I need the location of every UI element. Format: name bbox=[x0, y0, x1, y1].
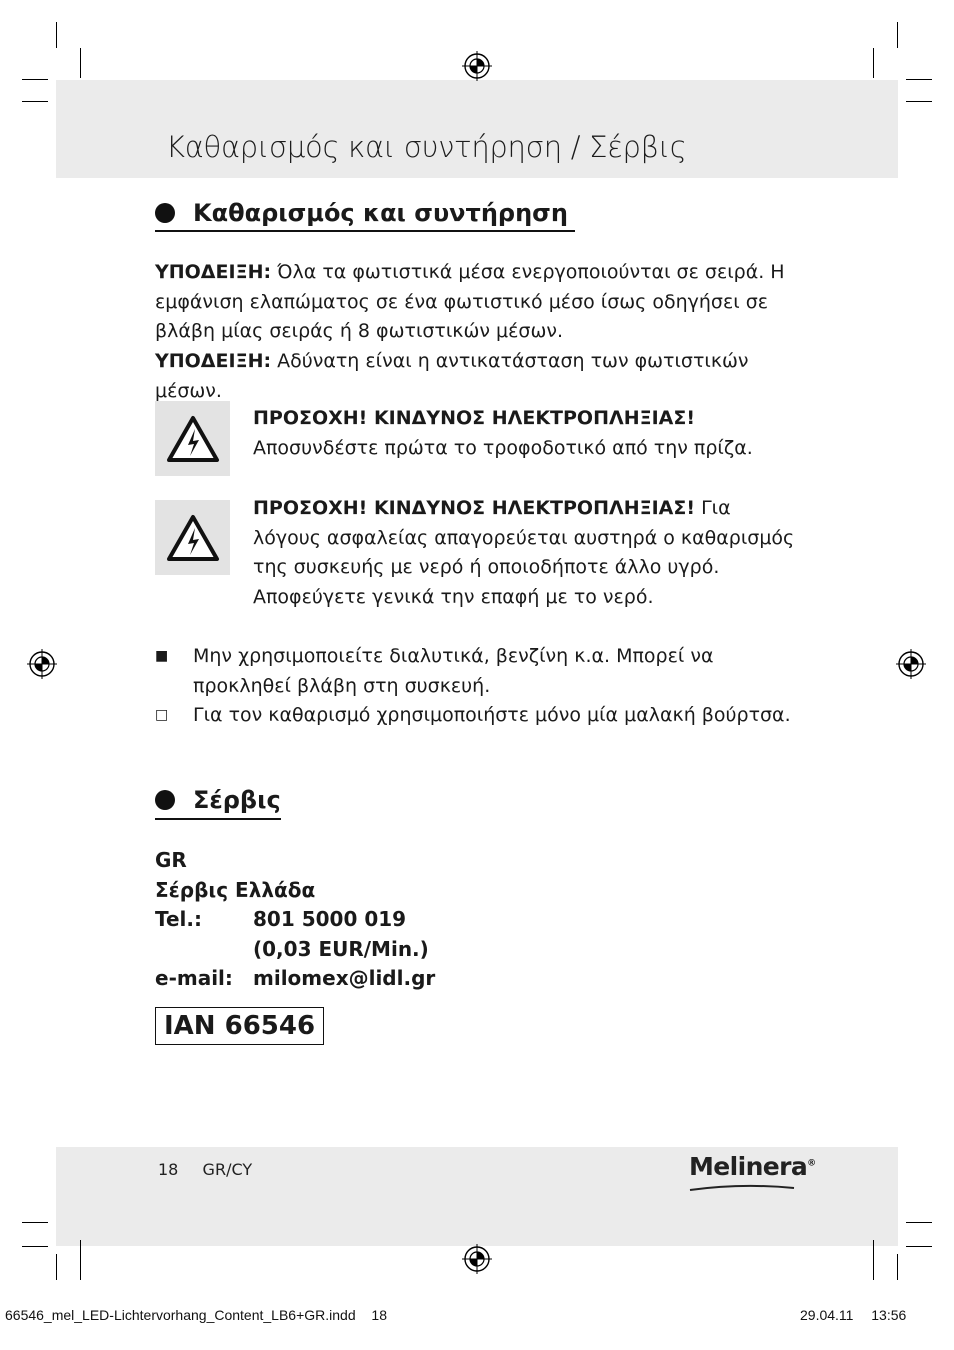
brand-logo bbox=[689, 1152, 816, 1181]
list-item bbox=[155, 642, 800, 701]
phone-label: Tel.: bbox=[155, 907, 203, 931]
warning-box bbox=[155, 401, 230, 476]
print-slug-date bbox=[800, 1307, 906, 1323]
note-label: ΥΠΟΔΕΙΞΗ: bbox=[155, 350, 272, 372]
warning-title: ΠΡΟΣΟΧΗ! ΚΙΝΔΥΝΟΣ ΗΛΕΚΤΡΟΠΛΗΞΙΑΣ! bbox=[253, 497, 696, 519]
registered-mark: ® bbox=[807, 1158, 816, 1169]
crop-mark bbox=[80, 48, 81, 78]
crop-mark bbox=[22, 101, 48, 102]
phone-row bbox=[155, 905, 435, 935]
phone-rate-row bbox=[155, 935, 435, 965]
phone-rate: (0,03 EUR/Min.) bbox=[253, 936, 429, 961]
crop-mark bbox=[906, 79, 932, 80]
crop-mark bbox=[906, 1222, 932, 1223]
page-number: 18 bbox=[158, 1160, 179, 1179]
electric-shock-warning-icon bbox=[166, 514, 220, 562]
note-label: ΥΠΟΔΕΙΞΗ: bbox=[155, 261, 272, 283]
note-text: Αδύνατη είναι η αντικατάσταση των φωτιστικών μέσων. bbox=[155, 350, 749, 402]
filled-square-bullet-icon: ■ bbox=[155, 648, 169, 664]
service-country: GR bbox=[155, 848, 187, 872]
crop-mark bbox=[80, 1240, 81, 1280]
page-title: Καθαρισμός και συντήρηση / Σέρβις bbox=[166, 130, 687, 164]
note-replacement bbox=[155, 347, 805, 406]
crop-mark bbox=[873, 1240, 874, 1280]
crop-mark bbox=[56, 22, 57, 48]
warning-text-1 bbox=[253, 404, 798, 463]
warning-text-2 bbox=[253, 494, 798, 612]
slug-filename: 66546_mel_LED-Lichtervorhang_Content_LB6+GR.indd bbox=[5, 1307, 356, 1323]
service-contact bbox=[155, 846, 435, 994]
crop-mark bbox=[22, 1246, 48, 1247]
registration-mark-icon bbox=[462, 51, 492, 81]
registration-mark-icon bbox=[462, 1244, 492, 1274]
service-name: Σέρβις Ελλάδα bbox=[155, 877, 316, 902]
warning-title: ΠΡΟΣΟΧΗ! ΚΙΝΔΥΝΟΣ ΗΛΕΚΤΡΟΠΛΗΞΙΑΣ! bbox=[253, 407, 696, 429]
email-label: e-mail: bbox=[155, 966, 233, 990]
list-item bbox=[155, 701, 800, 731]
brand-name: Melinera bbox=[689, 1152, 808, 1181]
email-address: milomex@lidl.gr bbox=[253, 966, 436, 990]
registration-mark-icon bbox=[896, 649, 926, 679]
warning-body: Αποσυνδέστε πρώτα το τροφοδοτικό από την πρίζα. bbox=[253, 436, 753, 459]
empty-square-bullet-icon: □ bbox=[155, 707, 169, 723]
page-footer bbox=[158, 1160, 252, 1179]
registration-mark-icon bbox=[27, 649, 57, 679]
crop-mark bbox=[22, 79, 48, 80]
slug-time: 13:56 bbox=[871, 1307, 907, 1323]
section-heading-cleaning bbox=[155, 199, 568, 227]
phone-number: 801 5000 019 bbox=[253, 907, 407, 931]
list-item-text: Μην χρησιμοποιείτε διαλυτικά, βενζίνη κ.α. Μπορεί να προκληθεί βλάβη στη συσκευή. bbox=[193, 645, 714, 697]
crop-mark bbox=[906, 101, 932, 102]
heading-underline bbox=[155, 818, 281, 820]
brand-swoosh-icon bbox=[689, 1184, 795, 1192]
crop-mark bbox=[56, 1254, 57, 1280]
slug-date: 29.04.11 bbox=[800, 1307, 854, 1323]
bullet-dot-icon bbox=[155, 790, 175, 810]
bullet-dot-icon bbox=[155, 203, 175, 223]
section-heading-service bbox=[155, 786, 281, 814]
locale-code: GR/CY bbox=[202, 1160, 253, 1179]
section-title: Σέρβις bbox=[193, 786, 281, 814]
list-item-text: Για τον καθαρισμό χρησιμοποιήστε μόνο μία μαλακή βούρτσα. bbox=[193, 704, 791, 726]
section-title: Καθαρισμός και συντήρηση bbox=[193, 199, 568, 227]
crop-mark bbox=[906, 1246, 932, 1247]
warning-box bbox=[155, 500, 230, 575]
email-row bbox=[155, 964, 435, 994]
crop-mark bbox=[873, 48, 874, 78]
slug-page: 18 bbox=[371, 1307, 387, 1323]
crop-mark bbox=[897, 22, 898, 48]
crop-mark bbox=[22, 1222, 48, 1223]
heading-underline bbox=[155, 230, 575, 232]
print-slug-file bbox=[5, 1307, 387, 1323]
electric-shock-warning-icon bbox=[166, 415, 220, 463]
warning-body: Για λόγους ασφαλείας απαγορεύεται αυστηρά ο καθαρισμός της συσκευής με νερό ή οποιοδήποτε άλλο υγρό. Αποφεύγετε γενικά την επαφή με το νερό. bbox=[253, 497, 795, 608]
ian-number: IAN 66546 bbox=[155, 1007, 324, 1045]
crop-mark bbox=[897, 1254, 898, 1280]
note-series bbox=[155, 258, 805, 347]
note-text: Όλα τα φωτιστικά μέσα ενεργοποιούνται σε σειρά. Η εμφάνιση ελαπώματος σε ένα φωτιστικό μέσο ίσως οδηγήσει σε βλάβη μίας σειράς ή 8 φωτιστικών μέσων. bbox=[155, 261, 785, 342]
